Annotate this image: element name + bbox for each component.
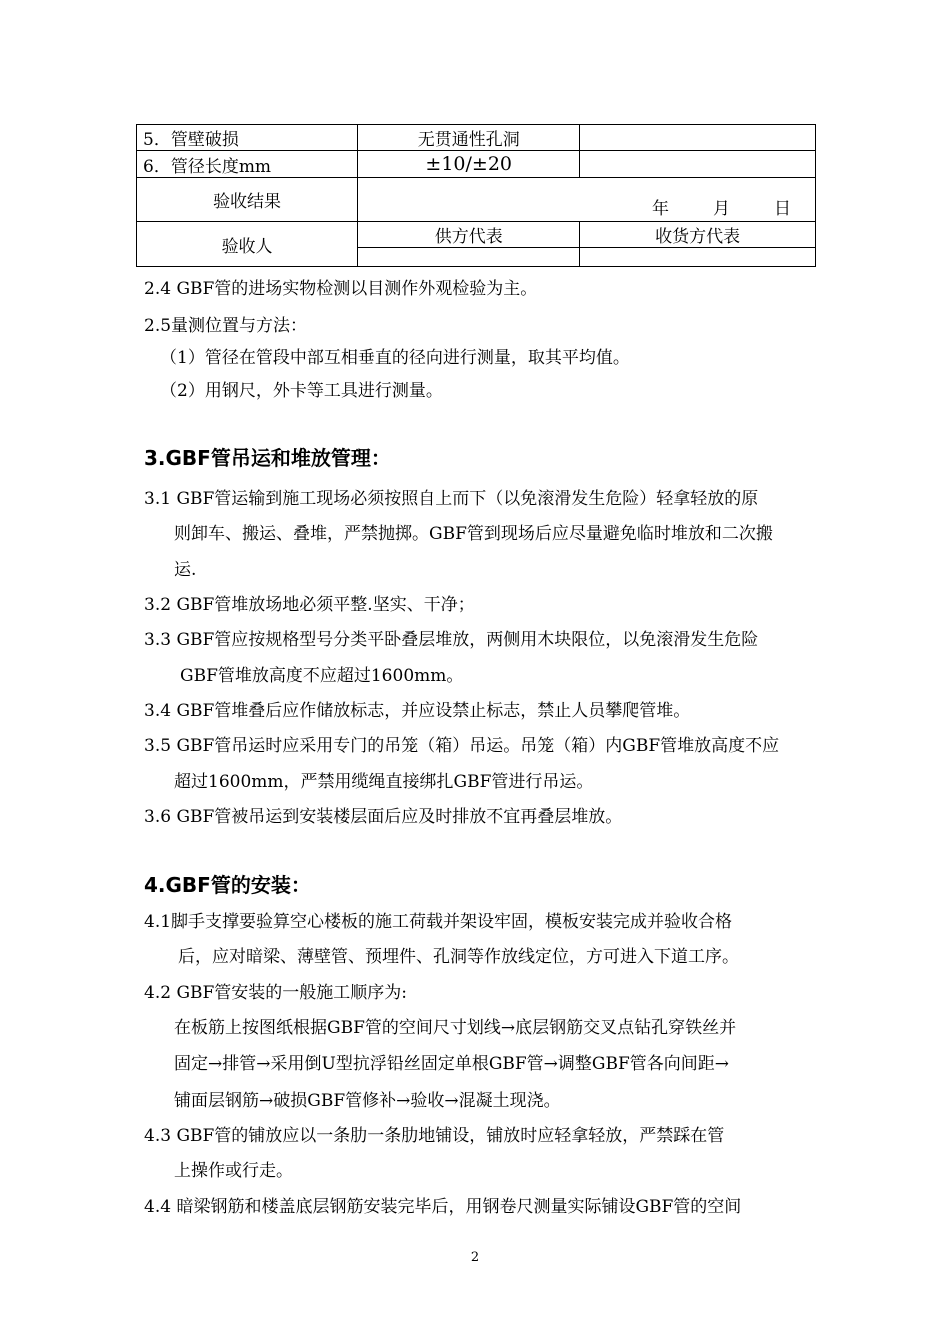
paragraph-4-3-line2: 上操作或行走。	[174, 1161, 293, 1181]
table-cell-empty	[580, 151, 816, 178]
date-day: 日	[774, 199, 791, 219]
paragraph-4-2-line1: 在板筋上按图纸根据GBF管的空间尺寸划线→底层钢筋交叉点钻孔穿铁丝并	[174, 1018, 737, 1038]
paragraph-4-1-line2: 后，应对暗梁、薄壁管、预埋件、孔洞等作放线定位，方可进入下道工序。	[178, 947, 739, 967]
paragraph-3-5-line1: 3.5 GBF管吊运时应采用专门的吊笼（箱）吊运。吊笼（箱）内GBF管堆放高度不应	[144, 736, 780, 756]
table-cell-item: 6．管径长度mm	[137, 151, 358, 178]
result-date-cell	[358, 178, 816, 222]
paragraph-2-5: 2.5量测位置与方法：	[144, 316, 308, 336]
paragraph-3-2: 3.2 GBF管堆放场地必须平整.坚实、干净；	[144, 595, 475, 615]
page-number: 2	[470, 1250, 480, 1265]
paragraph-3-5-line2: 超过1600mm，严禁用缆绳直接绑扎GBF管进行吊运。	[174, 772, 594, 792]
table-row-result	[137, 178, 816, 222]
table-row	[137, 125, 816, 151]
inspector-label: 验收人	[137, 222, 358, 267]
table-cell-item: 5．管壁破损	[137, 125, 358, 151]
receiver-signature-cell	[580, 248, 816, 267]
table-row-inspector	[137, 222, 816, 248]
table-cell-standard: ±10/±20	[358, 151, 580, 178]
date-line	[652, 194, 791, 219]
receiver-rep-label: 收货方代表	[580, 222, 816, 248]
table-cell-standard: 无贯通性孔洞	[358, 125, 580, 151]
table-cell-empty	[580, 125, 816, 151]
paragraph-4-2-line3: 铺面层钢筋→破损GBF管修补→验收→混凝土现浇。	[174, 1091, 561, 1111]
paragraph-4-4-line1: 4.4 暗梁钢筋和楼盖底层钢筋安装完毕后，用钢卷尺测量实际铺设GBF管的空间	[144, 1197, 742, 1217]
paragraph-2-4: 2.4 GBF管的进场实物检测以目测作外观检验为主。	[144, 279, 538, 299]
paragraph-3-4: 3.4 GBF管堆叠后应作储放标志，并应设禁止标志，禁止人员攀爬管堆。	[144, 701, 691, 721]
paragraph-4-1-line1: 4.1脚手支撑要验算空心楼板的施工荷载并架设牢固，模板安装完成并验收合格	[144, 912, 733, 932]
acceptance-table	[136, 124, 816, 267]
paragraph-2-5-1: （1）管径在管段中部互相垂直的径向进行测量，取其平均值。	[160, 348, 630, 368]
paragraph-3-3-line1: 3.3 GBF管应按规格型号分类平卧叠层堆放，两侧用木块限位，以免滚滑发生危险	[144, 630, 759, 650]
paragraph-3-1-line3: 运.	[174, 560, 197, 580]
result-label: 验收结果	[137, 178, 358, 222]
date-year: 年	[652, 199, 669, 219]
paragraph-3-3-line2: GBF管堆放高度不应超过1600mm。	[180, 666, 464, 686]
section-4-heading: 4.GBF管的安装：	[144, 873, 311, 897]
paragraph-3-1-line2: 则卸车、搬运、叠堆，严禁抛掷。GBF管到现场后应尽量避免临时堆放和二次搬	[174, 524, 773, 544]
paragraph-3-6: 3.6 GBF管被吊运到安装楼层面后应及时排放不宜再叠层堆放。	[144, 807, 623, 827]
supplier-signature-cell	[358, 248, 580, 267]
paragraph-4-2-line2: 固定→排管→采用倒U型抗浮铅丝固定单根GBF管→调整GBF管各向间距→	[174, 1054, 730, 1074]
paragraph-2-5-2: （2）用钢尺，外卡等工具进行测量。	[160, 381, 443, 401]
paragraph-4-3-line1: 4.3 GBF管的铺放应以一条肋一条肋地铺设，铺放时应轻拿轻放，严禁踩在管	[144, 1126, 725, 1146]
paragraph-4-2: 4.2 GBF管安装的一般施工顺序为:	[144, 983, 408, 1003]
table-row	[137, 151, 816, 178]
paragraph-3-1-line1: 3.1 GBF管运输到施工现场必须按照自上而下（以免滚滑发生危险）轻拿轻放的原	[144, 489, 759, 509]
section-3-heading: 3.GBF管吊运和堆放管理：	[144, 446, 391, 470]
supplier-rep-label: 供方代表	[358, 222, 580, 248]
date-month: 月	[713, 199, 730, 219]
